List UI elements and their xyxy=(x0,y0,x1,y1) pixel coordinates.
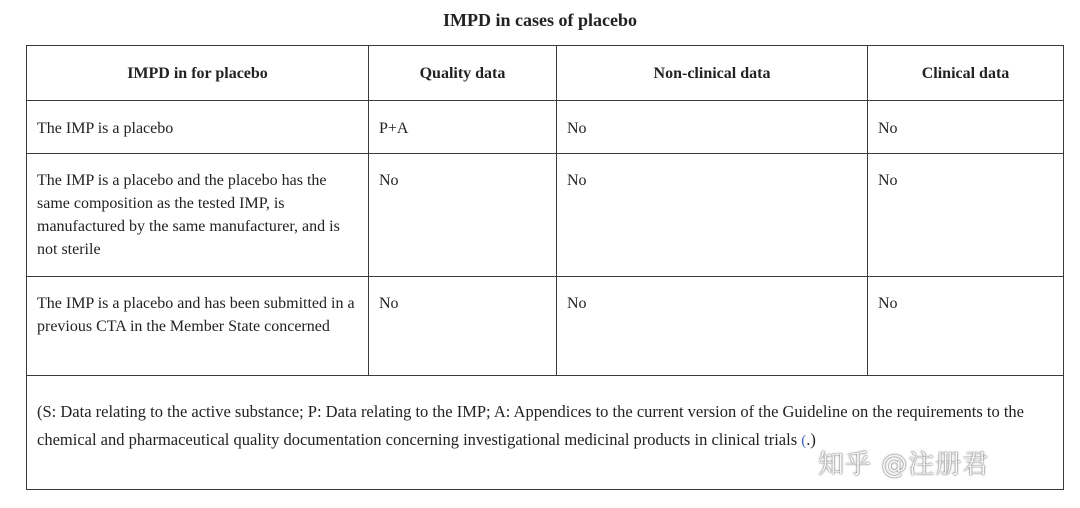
clinical-cell: No xyxy=(868,277,1064,376)
quality-cell: P+A xyxy=(369,101,557,154)
header-impd: IMPD in for placebo xyxy=(27,46,369,101)
impd-placebo-table xyxy=(26,45,1064,490)
note-text: (S: Data relating to the active substance; P: Data relating to the IMP; A: Appendices to the current version of the Guideline on the requirements to the chemical and pharmaceutical quality documentation concerning investigational medicinal products in clinical trials xyxy=(37,402,1024,449)
table-caption: IMPD in cases of placebo xyxy=(443,10,637,30)
quality-cell: No xyxy=(369,154,557,277)
row-description: The IMP is a placebo and the placebo has the same composition as the tested IMP, is manufactured by the same manufacturer, and is not sterile xyxy=(27,154,369,277)
quality-cell: No xyxy=(369,277,557,376)
clinical-cell: No xyxy=(868,154,1064,277)
non-clinical-cell: No xyxy=(557,277,868,376)
non-clinical-cell: No xyxy=(557,154,868,277)
reference-link[interactable]: ( xyxy=(801,433,807,449)
non-clinical-cell: No xyxy=(557,101,868,154)
row-description: The IMP is a placebo xyxy=(27,101,369,154)
clinical-cell: No xyxy=(868,101,1064,154)
note-end: .) xyxy=(806,430,816,449)
header-quality-data: Quality data xyxy=(369,46,557,101)
table-row xyxy=(27,277,1064,376)
header-clinical-data: Clinical data xyxy=(868,46,1064,101)
table-header-row xyxy=(27,46,1064,101)
table-row xyxy=(27,154,1064,277)
table-row xyxy=(27,101,1064,154)
watermark: 知乎 @注册君 xyxy=(818,450,990,480)
header-non-clinical-data: Non-clinical data xyxy=(557,46,868,101)
row-description: The IMP is a placebo and has been submitted in a previous CTA in the Member State concerned xyxy=(27,277,369,376)
